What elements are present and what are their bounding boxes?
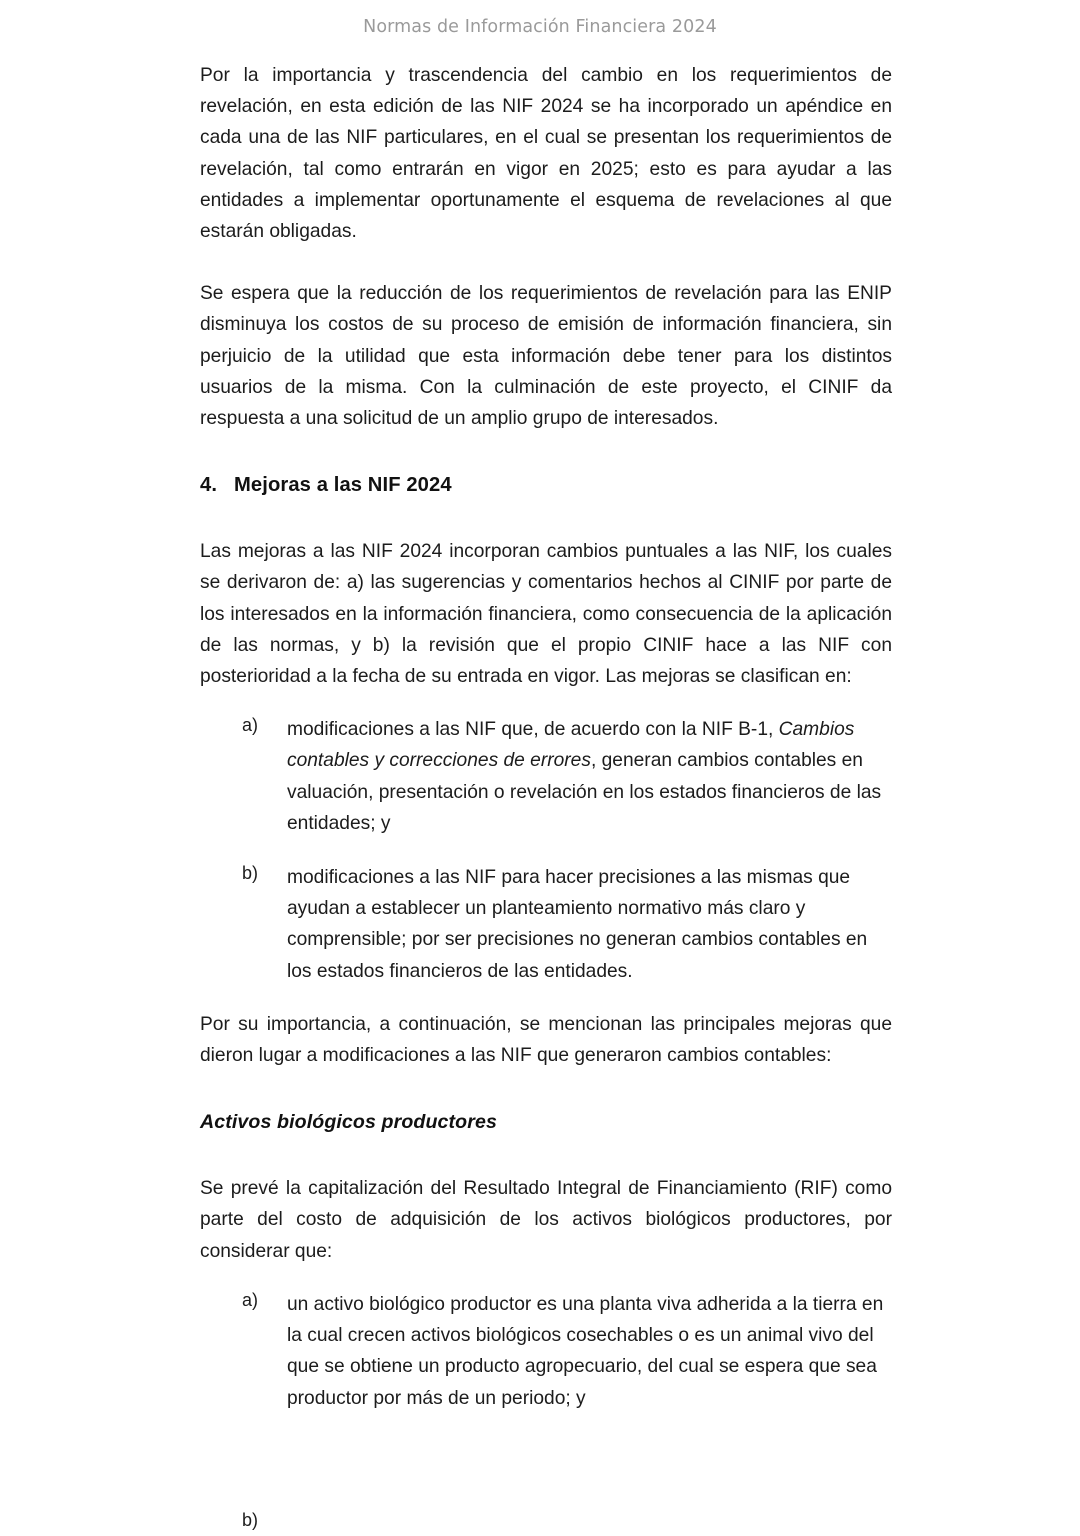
paragraph-principales-mejoras: Por su importancia, a continuación, se mencionan las principales mejoras que dieron lugar a modificaciones a las NIF que generaron cambios contables: [200, 1013, 892, 1067]
subheading-spacer [200, 1137, 892, 1173]
list-item-text: modificaciones a las NIF para hacer precisiones a las mismas que ayudan a establecer un planteamiento normativo más claro y comprensible; por ser precisiones no generan cambios contables en los estados financieros de las entidades. [287, 867, 868, 982]
subheading-spacer [200, 1071, 892, 1107]
section-heading-mejoras [200, 470, 892, 500]
document-body [200, 60, 892, 1414]
subheading-activos-biologicos: Activos biológicos productores [200, 1111, 497, 1134]
list-item [200, 862, 892, 987]
paragraph-revelacion-apendice: Por la importancia y trascendencia del cambio en los requerimientos de revelación, en esta edición de las NIF 2024 se ha incorporado un apéndice en cada una de las NIF particulares, en el cual se presentan los requerimientos de revelación, tal como entrarán en vigor en 2025; esto es para ayudar a las entidades a implementar oportunamente el esquema de revelaciones al que estarán obligadas. [200, 65, 892, 243]
paragraph-rif-capitalizacion: Se prevé la capitalización del Resultado Integral de Financiamiento (RIF) como parte del costo de adquisición de los activos biológicos productores, por considerar que: [200, 1178, 892, 1262]
paragraph-spacer [200, 247, 892, 278]
heading-spacer [200, 434, 892, 470]
list-item-text [287, 719, 881, 834]
list-spacer [200, 987, 892, 1009]
paragraph-enip-costos: Se espera que la reducción de los requerimientos de revelación para las ENIP disminuya los costos de su proceso de emisión de información financiera, sin perjuicio de la utilidad que esta información debe tener para los distintos usuarios de la misma. Con la culminación de este proyecto, el CINIF da respuesta a una solicitud de un amplio grupo de interesados. [200, 283, 892, 430]
list-item-text-tail: , generan cambios contables en valuación, presentación o revelación en los estados financieros de las entidades; y [287, 750, 882, 834]
running-header: Normas de Información Financiera 2024 [363, 17, 717, 37]
list-spacer [200, 692, 892, 714]
heading-spacer [200, 500, 892, 536]
list-marker: a) [242, 1289, 259, 1310]
list-item [200, 714, 892, 839]
paragraph-mejoras-origen: Las mejoras a las NIF 2024 incorporan cambios puntuales a las NIF, los cuales se derivaron de: a) las sugerencias y comentarios hechos al CINIF por parte de los interesados en la información financiera, como consecuencia de la aplicación de las normas, y b) la revisión que el propio CINIF hace a las NIF con posterioridad a la fecha de su entrada en vigor. Las mejoras se clasifican en: [200, 541, 892, 688]
list-spacer [200, 1267, 892, 1289]
list-marker: b) [242, 863, 259, 884]
list-item-text: un activo biológico productor es una planta viva adherida a la tierra en la cual crecen activos biológicos cosechables o es un animal vivo del que se obtiene un producto agropecuario, del cual se espera que sea productor por más de un periodo; y [287, 1293, 884, 1409]
lettered-list-clasificacion [200, 714, 892, 987]
list-item-text-lead: modificaciones a las NIF que, de acuerdo con la NIF B-1, [287, 719, 779, 741]
list-marker: a) [242, 715, 259, 736]
section-number: 4. [200, 474, 218, 497]
lettered-list-activos-biologicos [200, 1289, 892, 1414]
section-title: Mejoras a las NIF 2024 [234, 474, 452, 497]
nif-title-italic: Cambios contables y correcciones de errores [287, 719, 855, 772]
list-marker-clipped: b) [242, 1510, 259, 1530]
list-item [200, 1289, 892, 1414]
